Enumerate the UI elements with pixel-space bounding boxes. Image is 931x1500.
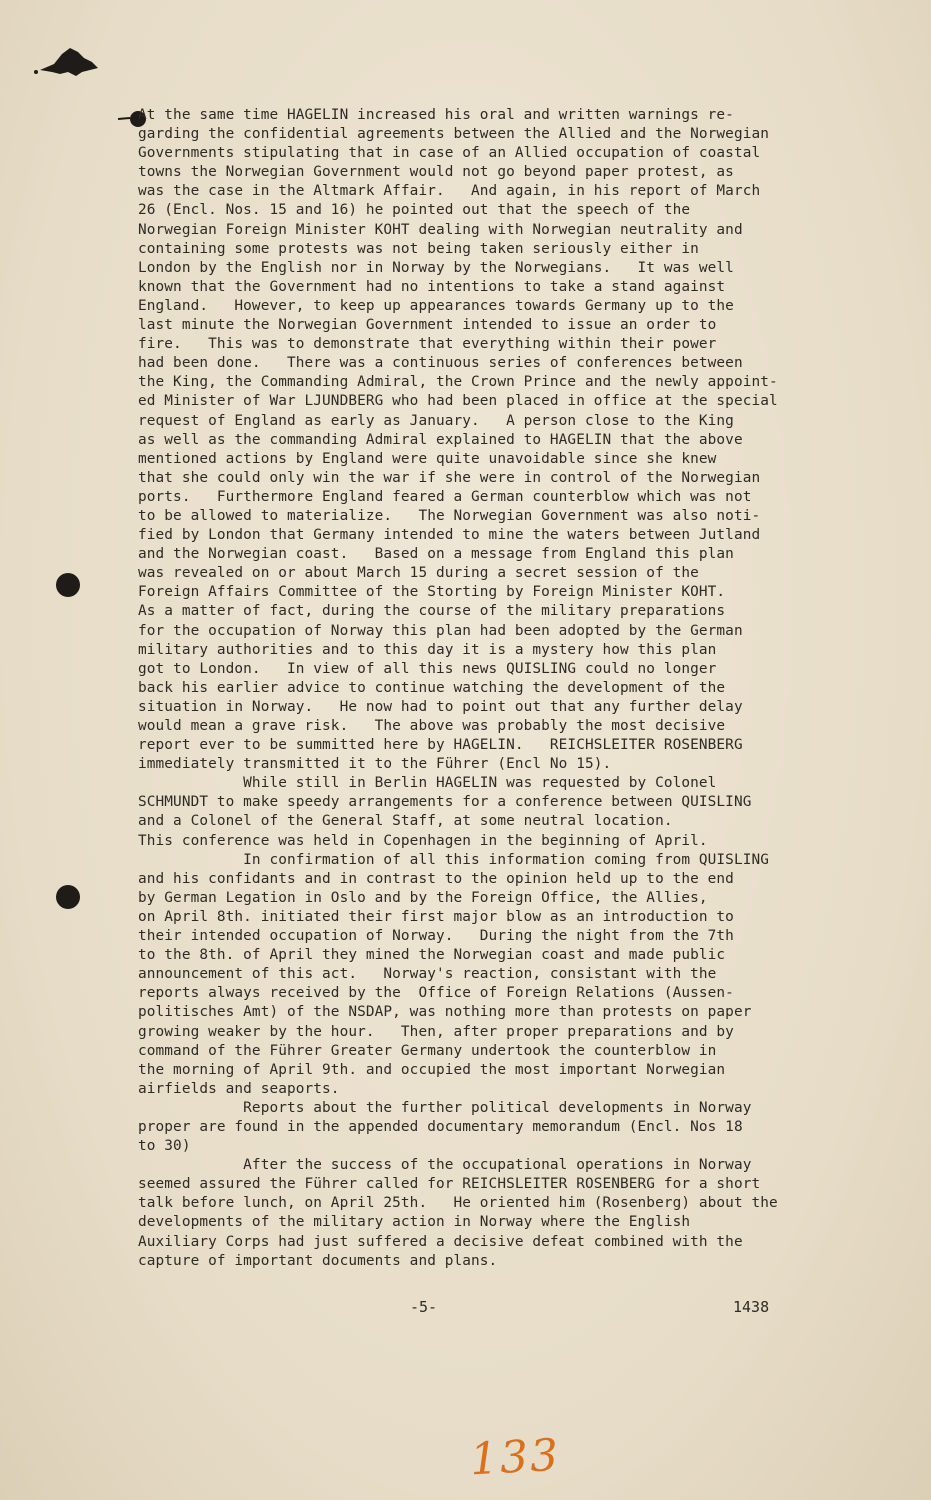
text-line: At the same time HAGELIN increased his oral and written warnings re- (138, 107, 734, 123)
text-line: mentioned actions by England were quite unavoidable since she knew (138, 450, 717, 467)
body-text (138, 106, 850, 1271)
text-line: airfields and seaports. (138, 1080, 340, 1097)
text-line: to the 8th. of April they mined the Norwegian coast and made public (138, 947, 726, 964)
text-line: Governments stipulating that in case of an Allied occupation of coastal (138, 145, 761, 162)
handwritten-number: 133 (468, 1429, 562, 1486)
document-number: 1438 (733, 1298, 770, 1316)
text-line: seemed assured the Führer called for REICHSLEITER ROSENBERG for a short (138, 1176, 761, 1193)
text-line: As a matter of fact, during the course of the military preparations (138, 603, 726, 620)
text-line: politisches Amt) of the NSDAP, was nothing more than protests on paper (138, 1004, 752, 1021)
text-line: London by the English nor in Norway by the Norwegians. It was well (138, 259, 734, 276)
punch-hole-bottom (56, 885, 80, 909)
text-line: as well as the commanding Admiral explained to HAGELIN that the above (138, 431, 743, 448)
text-line: growing weaker by the hour. Then, after proper preparations and by (138, 1023, 734, 1040)
text-line: command of the Führer Greater Germany undertook the counterblow in (138, 1042, 717, 1059)
text-line: that she could only win the war if she were in control of the Norwegian (138, 469, 761, 486)
text-line: immediately transmitted it to the Führer (Encl No 15). (138, 756, 612, 773)
text-line: fire. This was to demonstrate that everything within their power (138, 336, 717, 353)
text-line: known that the Government had no intentions to take a stand against (138, 278, 726, 295)
text-line: for the occupation of Norway this plan had been adopted by the German (138, 622, 743, 639)
text-line: situation in Norway. He now had to point out that any further delay (138, 698, 743, 715)
text-line: and his confidants and in contrast to the opinion held up to the end (138, 870, 734, 887)
text-line: reports always received by the Office of Foreign Relations (Aussen- (138, 985, 734, 1002)
text-line: Auxiliary Corps had just suffered a decisive defeat combined with the (138, 1233, 743, 1250)
text-line: announcement of this act. Norway's reaction, consistant with the (138, 966, 717, 983)
text-line: got to London. In view of all this news QUISLING could no longer (138, 660, 717, 677)
text-line: to be allowed to materialize. The Norwegian Government was also noti- (138, 507, 761, 524)
text-line: In confirmation of all this information coming from QUISLING (138, 851, 769, 868)
text-line: ed Minister of War LJUNDBERG who had been placed in office at the special (138, 393, 778, 410)
text-line: After the success of the occupational operations in Norway (138, 1157, 752, 1174)
ink-blot-icon (32, 42, 102, 82)
text-line: to 30) (138, 1138, 191, 1155)
text-line: was revealed on or about March 15 during a secret session of the (138, 565, 699, 582)
text-line: While still in Berlin HAGELIN was requested by Colonel (138, 775, 717, 792)
text-line: request of England as early as January. A person close to the King (138, 412, 734, 429)
text-line: developments of the military action in Norway where the English (138, 1214, 691, 1231)
text-line: Reports about the further political developments in Norway (138, 1099, 752, 1116)
text-line: This conference was held in Copenhagen in the beginning of April. (138, 832, 708, 849)
page-footer (0, 1298, 931, 1328)
text-line: the morning of April 9th. and occupied the most important Norwegian (138, 1061, 726, 1078)
text-line: ports. Furthermore England feared a German counterblow which was not (138, 488, 752, 505)
page-number: -5- (410, 1298, 438, 1316)
text-line: England. However, to keep up appearances towards Germany up to the (138, 297, 734, 314)
text-line: and the Norwegian coast. Based on a message from England this plan (138, 546, 734, 563)
text-line: report ever to be summitted here by HAGELIN. REICHSLEITER ROSENBERG (138, 737, 743, 754)
punch-hole-top (56, 573, 80, 597)
text-line: had been done. There was a continuous series of conferences between (138, 355, 743, 372)
text-line: military authorities and to this day it is a mystery how this plan (138, 641, 717, 658)
text-line: and a Colonel of the General Staff, at some neutral location. (138, 813, 673, 830)
text-line: garding the confidential agreements between the Allied and the Norwegian (138, 126, 769, 143)
text-line: 26 (Encl. Nos. 15 and 16) he pointed out that the speech of the (138, 202, 691, 219)
text-line: capture of important documents and plans. (138, 1252, 498, 1269)
text-line: was the case in the Altmark Affair. And again, in his report of March (138, 183, 761, 200)
text-line: fied by London that Germany intended to mine the waters between Jutland (138, 527, 761, 544)
text-line: the King, the Commanding Admiral, the Crown Prince and the newly appoint- (138, 374, 778, 391)
text-line: Norwegian Foreign Minister KOHT dealing with Norwegian neutrality and (138, 221, 743, 238)
text-line: last minute the Norwegian Government intended to issue an order to (138, 317, 717, 334)
text-line: their intended occupation of Norway. During the night from the 7th (138, 928, 734, 945)
text-line: on April 8th. initiated their first major blow as an introduction to (138, 908, 734, 925)
text-line: Foreign Affairs Committee of the Storting by Foreign Minister KOHT. (138, 584, 726, 601)
text-line: by German Legation in Oslo and by the Foreign Office, the Allies, (138, 889, 708, 906)
text-line: back his earlier advice to continue watching the development of the (138, 679, 726, 696)
text-line: towns the Norwegian Government would not go beyond paper protest, as (138, 164, 734, 181)
text-line: talk before lunch, on April 25th. He oriented him (Rosenberg) about the (138, 1195, 778, 1212)
text-line: would mean a grave risk. The above was probably the most decisive (138, 718, 726, 734)
text-line: proper are found in the appended documentary memorandum (Encl. Nos 18 (138, 1118, 743, 1135)
text-line: SCHMUNDT to make speedy arrangements for a conference between QUISLING (138, 794, 752, 811)
text-line: containing some protests was not being taken seriously either in (138, 240, 699, 257)
